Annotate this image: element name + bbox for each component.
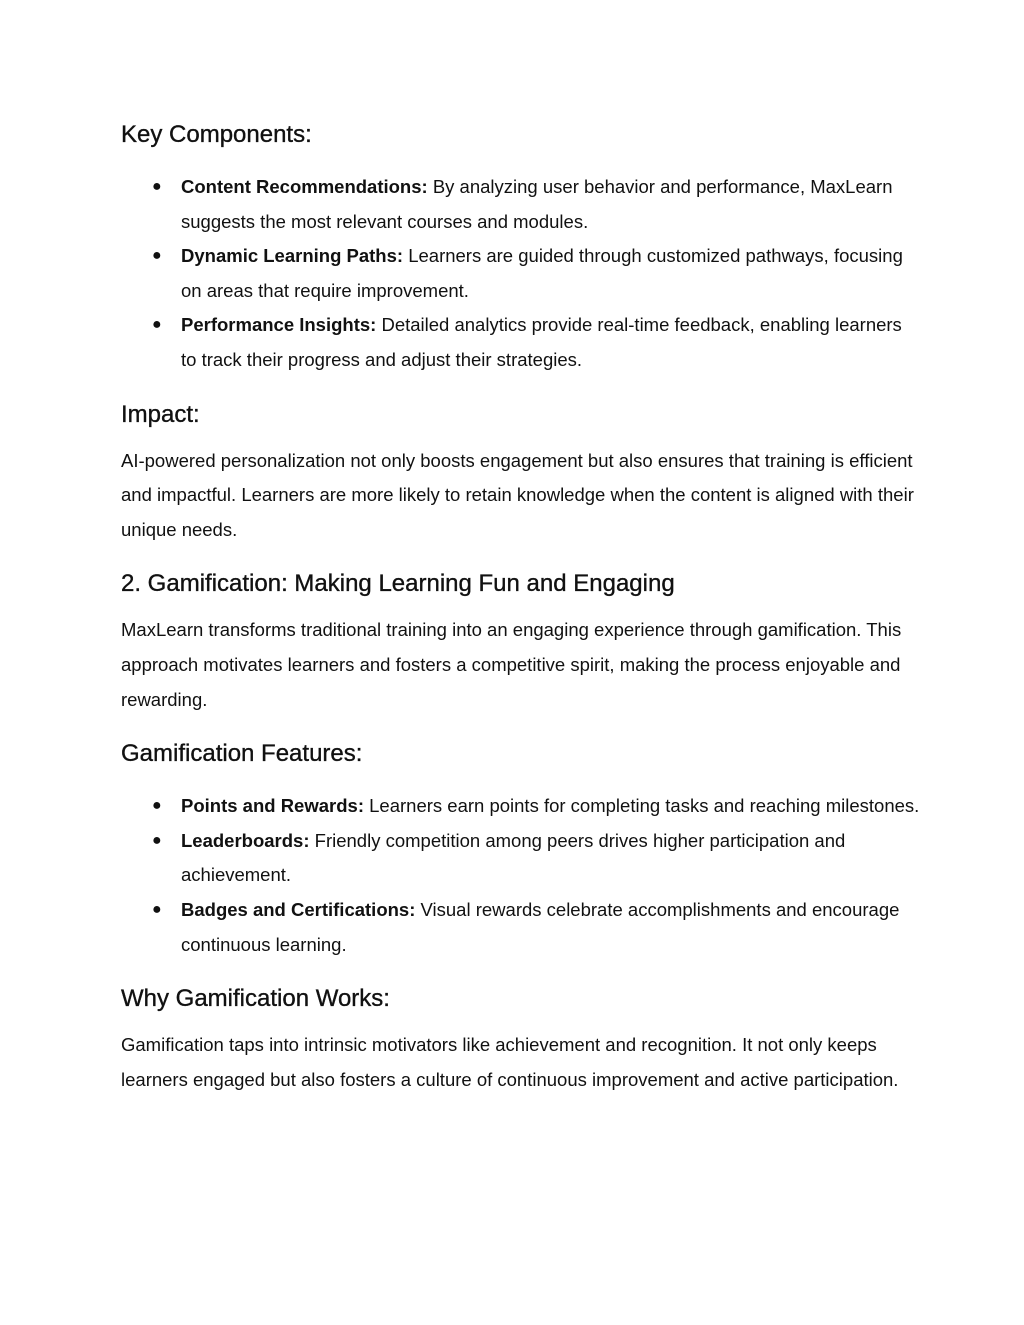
list-key-components [121,170,921,378]
bullet-icon: ● [152,797,162,815]
heading-gamification-features: Gamification Features: [121,740,363,768]
bullet-icon: ● [152,316,162,334]
paragraph-impact: AI-powered personalization not only boosts engagement but also ensures that training is efficient and impactful. Learners are more likely to retain knowledge when the content is aligned with their unique needs. [121,449,914,540]
list-item-text: Learners are guided through customized pathways, focusing on areas that require improvement. [181,245,903,301]
list-item [121,170,921,239]
bullet-icon: ● [152,247,162,265]
list-item-term: Badges and Certifications: [181,898,416,920]
list-item-text: By analyzing user behavior and performance, MaxLearn suggests the most relevant courses and modules. [181,176,893,232]
heading-key-components: Key Components: [121,121,312,148]
heading-impact: Impact: [121,400,200,428]
list-gamification-features [121,789,921,962]
heading-why-gamification: Why Gamification Works: [121,985,390,1013]
list-item-text: Learners earn points for completing tasks and reaching milestones. [363,795,920,817]
bullet-icon: ● [152,900,162,918]
paragraph-gamification: MaxLearn transforms traditional training into an engaging experience through gamification. This approach motivates learners and fosters a competitive spirit, making the process enjoyable and rewarding. [121,619,902,710]
list-item-term: Performance Insights: [181,314,377,336]
paragraph-why-gamification: Gamification taps into intrinsic motivators like achievement and recognition. It not only keeps learners engaged but also fosters a culture of continuous improvement and active participation. [121,1034,899,1090]
document-page [121,118,921,1097]
bullet-icon: ● [152,178,162,195]
list-item-term: Dynamic Learning Paths: [181,245,404,267]
bullet-icon: ● [152,831,162,849]
list-item-term: Content Recommendations: [181,176,428,197]
heading-gamification: 2. Gamification: Making Learning Fun and Engaging [121,570,675,598]
list-item-term: Points and Rewards: [181,795,364,817]
list-item-term: Leaderboards: [181,829,310,851]
list-item-text: Friendly competition among peers drives higher participation and achievement. [181,829,846,886]
list-item-text: Detailed analytics provide real-time feedback, enabling learners to track their progress and adjust their strategies. [181,314,902,370]
list-item [121,239,921,308]
list-item-text: Visual rewards celebrate accomplishments and encourage continuous learning. [181,898,900,955]
list-item [121,893,921,962]
list-item [121,789,921,824]
list-item [121,824,921,893]
list-item [121,308,921,377]
